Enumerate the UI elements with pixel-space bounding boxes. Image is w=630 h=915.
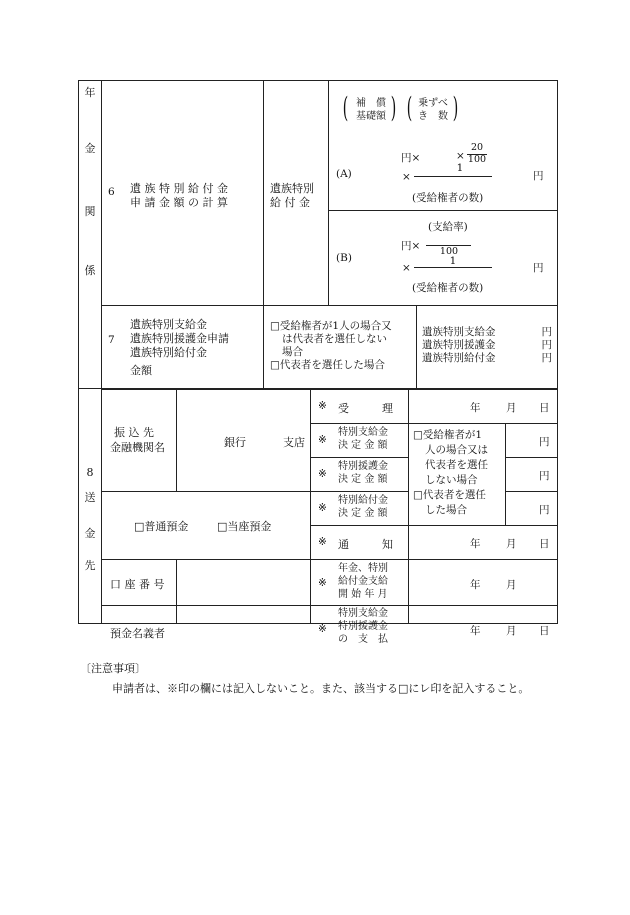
amount-label: 遺族特別援護金 [422, 339, 496, 351]
notes-heading: 〔注意事項〕 [80, 662, 146, 675]
remit-option-line4: しない場合 [425, 474, 478, 486]
formula-b-times2: × [402, 262, 411, 274]
pay-line1: 特別支給金 [338, 608, 388, 619]
h-benefit [310, 525, 558, 526]
mark-notice: ※ [318, 536, 327, 548]
current-deposit-checkbox[interactable]: □当座預金 [217, 520, 272, 533]
row6-number: 6 [108, 186, 115, 198]
mark-receipt: ※ [318, 400, 327, 412]
special-aid-line1: 特別援護金 [338, 461, 388, 472]
receipt-year: 年 [470, 402, 481, 414]
pay-day: 日 [539, 625, 550, 637]
mark-start: ※ [318, 577, 327, 589]
branch-suffix: 支店 [283, 436, 305, 449]
special-benefit-line1: 特別給付金 [338, 495, 388, 506]
pay-year: 年 [470, 625, 481, 637]
amount-unit: 円 [541, 352, 552, 364]
h-payment-yen [505, 457, 558, 458]
notice-day: 日 [539, 538, 550, 550]
label-col-divider [101, 80, 102, 624]
formula-b-yen: 円 [533, 262, 544, 274]
yen-col-divider [505, 423, 506, 525]
pay-label [338, 607, 388, 646]
outer-left-border [78, 80, 79, 624]
pay-month: 月 [506, 625, 517, 637]
multiplier-line1: 乗ずべ [418, 98, 448, 109]
amount-row [422, 339, 552, 352]
notice-year: 年 [470, 538, 481, 550]
formula-a-times2: × [402, 171, 411, 183]
row7-title [130, 318, 229, 378]
bank-label-line2: 金融機関名 [110, 441, 165, 454]
row7-amounts [422, 326, 552, 365]
row6-sub-line1: 遺族特別 [270, 182, 314, 195]
mark-payment: ※ [318, 434, 327, 446]
row7-number: 7 [108, 334, 115, 346]
start-line3: 開 始 年 月 [338, 589, 388, 600]
ordinary-deposit-checkbox[interactable]: □普通預金 [134, 520, 189, 533]
row7-opt1-line2: は代表者を選任しない [282, 333, 387, 345]
amount-row [422, 326, 552, 339]
amount-row [422, 352, 552, 365]
start-line2: 給付金支給 [338, 576, 388, 587]
notice-month: 月 [506, 538, 517, 550]
row6-title-line1: 遺 族 特 別 給 付 金 [130, 182, 228, 195]
special-aid-line2: 決 定 金 額 [338, 474, 388, 485]
amount-unit: 円 [541, 339, 552, 351]
pension-label-char: 年 [84, 86, 96, 99]
paren-open-1: ( [342, 91, 349, 124]
compensation-line2: 基礎額 [356, 111, 386, 122]
row6-sub-line2: 給 付 金 [270, 196, 310, 209]
yen-benefit: 円 [539, 504, 550, 516]
pension-label-char: 金 [84, 142, 96, 155]
paren-open-2: ( [406, 91, 413, 124]
remit-option-line2: 人の場合又は [425, 444, 488, 456]
formula-a-label: (A) [336, 168, 352, 180]
h-receipt [310, 423, 558, 424]
compensation-label [350, 97, 392, 123]
mark-pay: ※ [318, 623, 327, 635]
formula-a-one: 1 [456, 162, 464, 174]
bank-label [110, 425, 165, 455]
bank-label-line1: 振 込 先 [114, 426, 154, 439]
multiplier-label [414, 97, 452, 123]
start-line1: 年金、特別 [338, 563, 388, 574]
yen-aid: 円 [539, 470, 550, 482]
receipt-label: 受 理 [338, 402, 393, 415]
pay-line2: 特別援護金 [338, 621, 388, 632]
special-benefit-label [338, 494, 388, 520]
account-number-label: 口 座 番 号 [110, 578, 165, 591]
remit-label-char: 先 [84, 559, 96, 572]
remit-option-line5[interactable]: □代表者を選任 [413, 489, 486, 501]
amount-unit: 円 [541, 326, 552, 338]
h-payment [310, 457, 408, 458]
notes-text: 申請者は、※印の欄には記入しないこと。また、該当する□にレ印を記入すること。 [112, 682, 530, 695]
account-holder-label: 預金名義者 [110, 627, 165, 640]
formula-b-bar [414, 267, 492, 268]
special-payment-line2: 決 定 金 額 [338, 440, 388, 451]
row7-divider-a [263, 305, 264, 388]
receipt-day: 日 [539, 402, 550, 414]
bank-suffix: 銀行 [224, 436, 246, 449]
bank-label-divider [176, 389, 177, 491]
h-bank [101, 491, 408, 492]
h-notice [101, 559, 558, 560]
paren-close-1: ) [390, 91, 397, 124]
h-start [101, 605, 558, 606]
start-month: 月 [506, 579, 517, 591]
remit-option [413, 428, 488, 518]
remit-label-char: 金 [84, 527, 96, 540]
start-label [338, 562, 388, 601]
pension-label-char: 関 [84, 205, 96, 218]
row6-divider-b [328, 80, 329, 306]
row7-title-line4: 金額 [130, 364, 152, 377]
formula-b-rate-label: (支給率) [428, 221, 468, 233]
pension-label-char: 係 [84, 264, 96, 277]
formula-a-yen: 円 [533, 170, 544, 182]
remit-label-char: 送 [84, 491, 96, 504]
formula-a-frac-num: 20 [470, 142, 484, 153]
remit-option-line1[interactable]: □受給権者が1 [413, 429, 483, 441]
formula-a-bar [414, 176, 492, 177]
special-payment-line1: 特別支給金 [338, 427, 388, 438]
row7-options [270, 320, 392, 372]
outer-right-border [557, 80, 558, 624]
row6-title-line2: 申 請 金 額 の 計 算 [130, 196, 228, 209]
start-year: 年 [470, 579, 481, 591]
formula-b-yen-times: 円× [401, 240, 421, 252]
pay-line3: の 支 払 [338, 634, 388, 645]
row6-bottom [101, 305, 558, 306]
row7-divider-b [416, 305, 417, 388]
mark-aid: ※ [318, 468, 327, 480]
formula-b-divisor: (受給権者の数) [412, 282, 484, 294]
notice-label: 通 知 [338, 538, 393, 551]
row7-title-line2: 遺族特別援護金申請 [130, 332, 229, 345]
remit-mid-divider [310, 389, 311, 624]
formula-a-yen-times: 円× [401, 152, 421, 164]
row7-title-line1: 遺族特別支給金 [130, 318, 207, 331]
formula-b-frac-den: 100 [439, 246, 459, 257]
remit-label-char: 8 [86, 466, 94, 479]
formula-a-divisor: (受給権者の数) [412, 192, 484, 204]
receipt-month: 月 [506, 402, 517, 414]
mark-benefit: ※ [318, 502, 327, 514]
remit-right-divider [408, 389, 409, 624]
outer-top-border [78, 80, 558, 81]
formula-b-one: 1 [449, 255, 457, 267]
remit-option-line6: した場合 [425, 504, 467, 516]
amount-label: 遺族特別給付金 [422, 352, 496, 364]
formula-a-frac-den: 100 [467, 154, 487, 165]
special-benefit-line2: 決 定 金 額 [338, 508, 388, 519]
yen-payment: 円 [539, 436, 550, 448]
row6-divider-a [263, 80, 264, 306]
row7-opt1-line1[interactable]: □受給権者が1人の場合又 [270, 320, 392, 332]
account-label-divider [176, 559, 177, 624]
special-aid-label [338, 460, 388, 486]
row7-title-line3: 遺族特別給付金 [130, 346, 207, 359]
amount-label: 遺族特別支給金 [422, 326, 496, 338]
multiplier-line2: き 数 [418, 111, 448, 122]
row7-opt1-line3: 場合 [282, 346, 303, 358]
compensation-line1: 補 償 [356, 98, 386, 109]
section-divider-double [101, 389, 558, 390]
special-payment-label [338, 426, 388, 452]
formula-divider [328, 210, 558, 211]
row7-opt2[interactable]: □代表者を選任した場合 [270, 359, 385, 371]
formula-b-label: (B) [336, 252, 352, 264]
remit-option-line3: 代表者を選任 [425, 459, 488, 471]
formula-a-times: × [456, 150, 465, 162]
paren-close-2: ) [452, 91, 459, 124]
h-aid-yen [505, 491, 558, 492]
